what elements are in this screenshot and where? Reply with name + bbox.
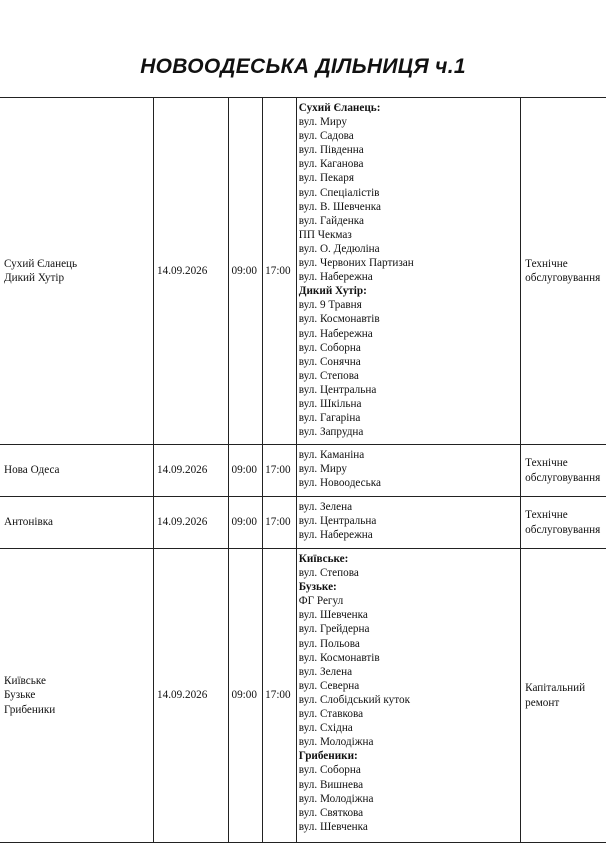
street-name: вул. Центральна [298,383,377,396]
work-type-label: Капітальний [525,682,586,695]
date-cell: 14.09.2026 [154,445,229,497]
streets-cell [296,497,520,549]
end-time-cell: 17:00 [263,497,297,549]
work-type-label: обслуговування [525,523,601,536]
street-name: вул. Південна [298,144,364,157]
street-name: вул. О. Дедюліна [298,242,380,255]
street-name: вул. Ставкова [298,708,364,721]
page-title: НОВООДЕСЬКА ДІЛЬНИЦЯ ч.1 [140,55,466,78]
date-cell: 14.09.2026 [154,98,229,445]
settlement-cell [0,98,154,445]
start-time-cell: 09:00 [229,497,263,549]
street-name: вул. Шевченка [298,609,368,622]
settlement-heading: Бузьке: [298,581,337,594]
settlement-name: Київське [4,675,46,688]
settlement-cell [0,445,154,497]
work-type-label: обслуговування [525,471,601,484]
street-name: вул. Сонячна [298,355,361,368]
schedule-table [0,97,606,843]
street-name: вул. Каганова [298,158,364,171]
street-name: вул. Космонавтів [298,313,380,326]
street-name: вул. Запрудна [298,426,364,439]
settlement-name: Бузьке [4,689,36,702]
street-name: вул. Шкільна [298,397,362,410]
street-name: вул. Польова [298,637,360,650]
work-type-label: Технічне [525,509,568,522]
street-name: вул. Северна [298,679,360,692]
streets-cell [296,98,520,445]
start-time-cell: 09:00 [229,98,263,445]
work-type-label: ремонт [525,696,560,709]
street-name: вул. 9 Травня [298,299,362,312]
street-name: вул. Садова [298,130,354,143]
work-type-cell [521,549,606,843]
street-name: вул. Соборна [298,341,361,354]
street-name: ФГ Регул [298,595,344,608]
street-name: вул. Гайденка [298,214,364,227]
settlement-name: Нова Одеса [4,464,60,477]
settlement-cell [0,497,154,549]
street-name: вул. Соборна [298,764,361,777]
work-type-label: обслуговування [525,272,601,284]
settlement-heading: Дикий Хутір: [298,285,367,298]
street-name: вул. Зелена [298,665,353,678]
settlement-name: Сухий Єланець [4,257,78,270]
street-name: ПП Чекмаз [298,228,352,241]
work-type-cell [521,497,606,549]
table-row [0,445,606,497]
settlement-heading: Київське: [298,553,349,565]
street-name: вул. Вишнева [298,778,364,791]
end-time-cell: 17:00 [263,549,297,843]
street-name: вул. Набережна [298,327,373,340]
end-time-cell: 17:00 [263,98,297,445]
street-name: вул. В. Шевченка [298,200,381,213]
street-name: вул. Миру [298,116,347,129]
work-type-label: Технічне [525,257,568,270]
work-type-cell [521,445,606,497]
settlement-heading: Грибеники: [298,750,358,763]
street-name: вул. Святкова [298,806,364,819]
streets-cell [296,445,520,497]
street-name: вул. Шевченка [298,820,368,833]
street-name: вул. Слобідський куток [298,693,411,706]
table-row [0,497,606,549]
work-type-label: Технічне [525,457,568,470]
street-name: вул. Спеціалістів [298,186,380,199]
street-name: вул. Грейдерна [298,623,370,636]
street-name: вул. Гагаріна [298,412,361,425]
settlement-cell [0,549,154,843]
street-name: вул. Миру [298,463,347,476]
street-name: вул. Степова [298,567,359,580]
work-type-cell [521,98,606,445]
street-name: вул. Каманіна [298,449,365,461]
street-name: вул. Пекаря [298,172,354,185]
street-name: вул. Червоних Партизан [298,257,414,270]
street-name: вул. Новоодеська [298,477,381,490]
street-name: вул. Степова [298,369,359,382]
street-name: вул. Набережна [298,529,373,542]
table-row [0,98,606,445]
street-name: вул. Східна [298,722,353,735]
settlement-name: Антонівка [4,516,54,529]
street-name: вул. Центральна [298,515,377,528]
street-name: вул. Молодіжна [298,736,374,749]
settlement-heading: Сухий Єланець: [298,102,381,114]
date-cell: 14.09.2026 [154,549,229,843]
start-time-cell: 09:00 [229,549,263,843]
settlement-name: Грибеники [4,703,56,716]
table-row [0,549,606,843]
street-name: вул. Зелена [298,501,353,513]
start-time-cell: 09:00 [229,445,263,497]
street-name: вул. Набережна [298,271,373,284]
streets-cell [296,549,520,843]
settlement-name: Дикий Хутір [4,272,65,284]
street-name: вул. Космонавтів [298,651,380,664]
end-time-cell: 17:00 [263,445,297,497]
street-name: вул. Молодіжна [298,792,374,805]
date-cell: 14.09.2026 [154,497,229,549]
